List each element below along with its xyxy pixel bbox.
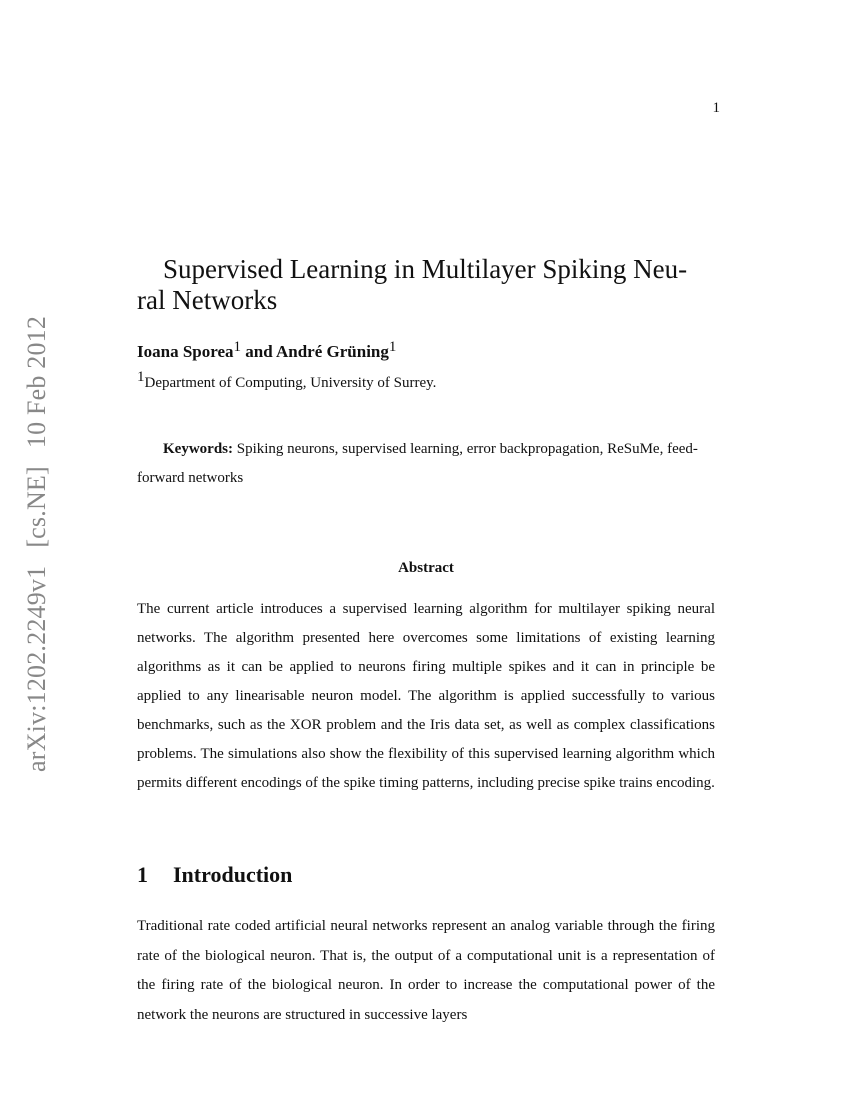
arxiv-identifier-stamp (22, 298, 52, 772)
keywords-label: Keywords: (163, 441, 233, 457)
introduction-paragraph: Traditional rate coded artificial neural networks represent an analog variable through the firing rate of the biological neuron. That is, the output of a computational unit is a representation of the firing rate of the biological neuron. In order to increase the computational power of the network the neurons are structured in successive layers (137, 918, 715, 1023)
affiliation-text: Department of Computing, University of Surrey. (144, 375, 437, 391)
keywords (137, 435, 715, 493)
author-name: André Grüning (276, 342, 389, 361)
page-number: 1 (712, 100, 720, 116)
paper-title-line2: ral Networks (137, 285, 278, 315)
abstract-body: The current article introduces a supervised learning algorithm for multilayer spiking neural networks. The algorithm presented here overcomes some limitations of existing learning algorithms as it can be applied to neurons firing multiple spikes and it can in principle be applied to any linearisable neuron model. The algorithm is applied successfully to various benchmarks, such as the XOR problem and the Iris data set, as well as complex classifications problems. The simulations also show the flexibility of this supervised learning algorithm which permits different encodings of the spike timing patterns, including precise spike trains encoding. (137, 601, 715, 791)
abstract-heading: Abstract (398, 560, 454, 576)
affiliation-marker: 1 (137, 369, 145, 385)
author-name: Ioana Sporea (137, 342, 234, 361)
arxiv-date: 10 Feb 2012 (22, 315, 51, 449)
keywords-text: Spiking neurons, supervised learning, error backpropagation, ReSuMe, feed-forward networks (137, 441, 698, 486)
paper-title-line1: Supervised Learning in Multilayer Spiking Neu- (163, 254, 688, 284)
author-conjunction: and (241, 342, 276, 361)
affiliation-marker: 1 (233, 339, 242, 355)
arxiv-id: arXiv:1202.2249v1 (22, 565, 51, 772)
author-list (137, 339, 397, 362)
section-number: 1 (137, 862, 148, 887)
arxiv-category: [cs.NE] (22, 466, 51, 548)
section-heading-introduction (137, 862, 292, 888)
affiliation (137, 369, 437, 392)
section-title: Introduction (173, 862, 293, 887)
paper-title (137, 254, 717, 316)
affiliation-marker: 1 (388, 339, 397, 355)
